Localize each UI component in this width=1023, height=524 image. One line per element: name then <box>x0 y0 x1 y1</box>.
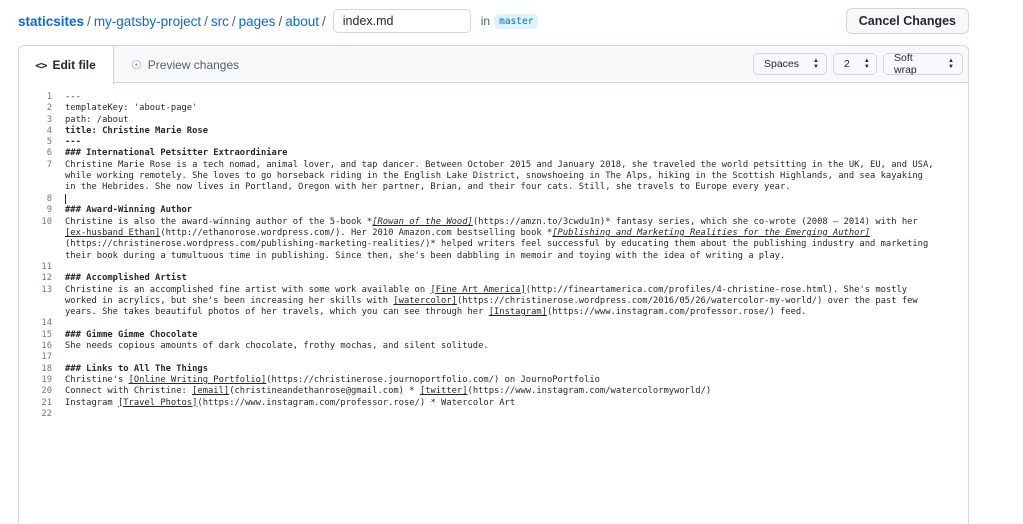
line-number: 20 <box>41 386 52 397</box>
line-text <box>65 386 711 397</box>
code-line <box>19 171 968 182</box>
line-number: 2 <box>46 103 52 114</box>
line-number: 10 <box>41 216 52 227</box>
tab-preview-changes-label: Preview changes <box>147 57 240 72</box>
line-text: templateKey: 'about-page' <box>65 103 198 114</box>
line-number <box>19 239 65 250</box>
code-line <box>19 273 968 284</box>
line-number <box>19 171 65 182</box>
branch-badge: master <box>494 14 538 29</box>
line-text <box>65 217 918 228</box>
line-number: 3 <box>46 114 52 125</box>
code-line <box>19 409 968 420</box>
line-number: 8 <box>46 193 52 204</box>
breadcrumb-link-src[interactable]: src <box>210 13 229 29</box>
breadcrumb-separator: / <box>231 13 236 29</box>
text-segment: worked in acrylics, but she's been increasing her skills with <box>65 295 394 306</box>
select-arrows-icon: ▲ ▼ <box>948 58 954 70</box>
line-text <box>65 398 515 409</box>
line-text: (https://christinerose.wordpress.com/publishing-marketing-realities/)* helped writers feel successful by educating them about the publishing industry and marketing <box>65 239 929 250</box>
line-text: while working remotely. She loves to go horseback riding in the English Lake District, snowshoeing in The Alps, hiking in the Scottish Highlands, and sea kayaking <box>65 171 923 182</box>
text-segment: Instagram <box>65 397 118 408</box>
line-number: 5 <box>46 137 52 148</box>
line-number <box>19 251 65 262</box>
tab-edit-file[interactable] <box>18 46 114 84</box>
line-number: 9 <box>46 205 52 216</box>
line-text: --- <box>65 137 81 148</box>
line-number: 21 <box>41 397 52 408</box>
markdown-link-text: [Online Writing Portfolio] <box>128 374 267 385</box>
markdown-link-text: [Travel Photos] <box>117 397 198 408</box>
line-number <box>19 182 65 193</box>
markdown-link-text: [Publishing and Marketing Realities for the Emerging Author] <box>552 228 871 239</box>
breadcrumb-separator: / <box>278 13 283 29</box>
text-segment: * <box>366 216 373 227</box>
markdown-link-text: [twitter] <box>419 386 468 397</box>
line-text: She needs copious amounts of dark chocolate, frothy mochas, and silent solitude. <box>65 341 489 352</box>
breadcrumb-link-pages[interactable]: pages <box>238 13 276 29</box>
text-segment: (https://www.instagram.com/professor.rose/) feed. <box>546 307 807 318</box>
text-segment: Christine is an accomplished fine artist with some work available on <box>65 284 431 295</box>
breadcrumb-separator: / <box>87 13 91 29</box>
line-text: ### Links to All The Things <box>65 363 208 374</box>
line-number <box>19 296 65 307</box>
text-segment: (https://www.instagram.com/professor.rose/) * Watercolor Art <box>197 397 516 408</box>
code-line <box>19 239 968 250</box>
code-line <box>19 330 968 341</box>
code-line <box>19 228 968 239</box>
code-line <box>19 386 968 397</box>
tab-edit-file-label: Edit file <box>52 58 96 72</box>
code-line <box>19 103 968 114</box>
code-line <box>19 115 968 126</box>
line-number: 13 <box>41 284 52 295</box>
line-number: 7 <box>46 159 52 170</box>
breadcrumb-link-about[interactable]: about <box>285 13 319 29</box>
cancel-changes-button[interactable]: Cancel Changes <box>846 8 969 34</box>
line-number: 15 <box>41 329 52 340</box>
text-segment: (https://amzn.to/3cwdu1n)* fantasy series, which she co-wrote (2008 – 2014) with her <box>472 216 918 227</box>
code-line <box>19 296 968 307</box>
breadcrumb <box>18 9 538 33</box>
code-line <box>19 318 968 329</box>
line-text <box>65 228 870 239</box>
line-number: 1 <box>46 92 52 102</box>
text-segment: (http://ethanorose.wordpress.com/). Her 2010 Amazon.com bestselling book * <box>160 228 553 239</box>
line-text <box>65 285 907 296</box>
top-bar <box>18 9 969 33</box>
tab-preview-changes[interactable] <box>131 46 239 83</box>
select-arrows-icon: ▲ ▼ <box>813 58 819 70</box>
code-line <box>19 194 968 206</box>
text-cursor <box>65 194 66 204</box>
code-icon: <> <box>35 58 47 72</box>
line-number: 12 <box>41 273 52 284</box>
wrap-mode-value: Soft wrap <box>894 52 917 76</box>
code-line <box>19 285 968 296</box>
markdown-link-text: [ex-husband Ethan] <box>65 228 161 239</box>
in-branch-label: in <box>480 14 491 28</box>
code-line <box>19 364 968 375</box>
code-line <box>19 205 968 216</box>
line-number: 11 <box>41 261 52 272</box>
breadcrumb-separator: / <box>322 13 326 29</box>
line-text: in the Hebrides. She now lives in Portland, Oregon with her partner, Brian, and their four cats. Still, she travels to Europe every year. <box>65 182 791 193</box>
text-segment: (christineandethanrose@gmail.com) * <box>229 386 420 397</box>
code-editor-area[interactable] <box>19 92 968 420</box>
line-text: title: Christine Marie Rose <box>65 125 208 136</box>
text-segment: Connect with Christine: <box>65 386 193 397</box>
code-line <box>19 352 968 363</box>
line-number: 16 <box>41 341 52 352</box>
code-line <box>19 375 968 386</box>
line-text <box>65 307 806 318</box>
text-segment: Christine's <box>65 374 129 385</box>
line-number: 22 <box>41 408 52 419</box>
line-text: path: /about <box>65 114 129 125</box>
indent-mode-value: Spaces <box>764 58 800 70</box>
line-number: 18 <box>41 363 52 374</box>
text-segment: (https://christinerose.wordpress.com/2016/05/26/watercolor-my-world/) over the past few <box>456 295 918 306</box>
wrap-mode-select[interactable] <box>883 53 963 75</box>
code-line <box>19 148 968 159</box>
markdown-link-text: [Fine Art America] <box>430 284 526 295</box>
line-text: Christine Marie Rose is a tech nomad, animal lover, and tap dancer. Between October 2015 and January 2018, she traveled the world petsitting in the UK, EU, and USA, <box>65 159 934 170</box>
indent-size-value: 2 <box>844 58 850 70</box>
code-line <box>19 341 968 352</box>
line-number: 4 <box>46 125 52 136</box>
text-segment: (http://fineartamerica.com/profiles/4-christine-rose.html). She's mostly <box>525 284 908 295</box>
editor-settings <box>753 53 963 75</box>
line-number <box>19 228 65 239</box>
code-line <box>19 182 968 193</box>
code-line <box>19 160 968 171</box>
markdown-link-text: [email] <box>192 386 230 397</box>
line-number: 6 <box>46 148 52 159</box>
breadcrumb-separator: / <box>204 13 208 29</box>
line-text <box>65 296 918 307</box>
code-line <box>19 137 968 148</box>
indent-size-select[interactable] <box>833 53 877 75</box>
code-line <box>19 126 968 137</box>
editor-tab-bar <box>19 46 968 83</box>
file-editor <box>18 45 969 524</box>
line-number <box>19 307 65 318</box>
text-segment: (https://christinerose.journoportfolio.com/) on JournoPortfolio <box>266 374 600 385</box>
code-line <box>19 262 968 273</box>
line-text <box>65 375 600 386</box>
line-text <box>65 194 66 206</box>
markdown-link-text: [Rowan of the Wood] <box>372 216 473 227</box>
line-number: 14 <box>41 318 52 329</box>
filename-input[interactable] <box>333 9 471 33</box>
eye-icon: ☉ <box>131 57 142 72</box>
breadcrumb-repo-link[interactable]: staticsites <box>18 13 85 29</box>
code-line <box>19 307 968 318</box>
indent-mode-select[interactable] <box>753 53 827 75</box>
code-line <box>19 398 968 409</box>
line-text: ### Accomplished Artist <box>65 273 187 284</box>
text-segment: years. She takes beautiful photos of her travels, which you can see through her <box>65 307 489 318</box>
line-text: ### Award-Winning Author <box>65 205 193 216</box>
line-text: ### Gimme Gimme Chocolate <box>65 329 198 340</box>
markdown-link-text: [Instagram] <box>488 307 547 318</box>
code-line <box>19 92 968 103</box>
line-number: 17 <box>41 352 52 363</box>
line-text: ### International Petsitter Extraordiniare <box>65 148 288 159</box>
text-segment: Christine is also the award-winning author of the 5-book <box>65 216 367 227</box>
line-text: --- <box>65 92 81 102</box>
markdown-link-text: [watercolor] <box>393 295 457 306</box>
code-line <box>19 251 968 262</box>
code-line <box>19 217 968 228</box>
breadcrumb-link-project[interactable]: my-gatsby-project <box>93 13 202 29</box>
text-segment: (https://www.instagram.com/watercolormyworld/) <box>467 386 712 397</box>
line-number: 19 <box>41 374 52 385</box>
line-text: their book during a tumultuous time in publishing. Since then, she's been dabbling in memoir and toying with the idea of writing a play. <box>65 250 786 261</box>
select-arrows-icon: ▲ ▼ <box>863 58 870 70</box>
